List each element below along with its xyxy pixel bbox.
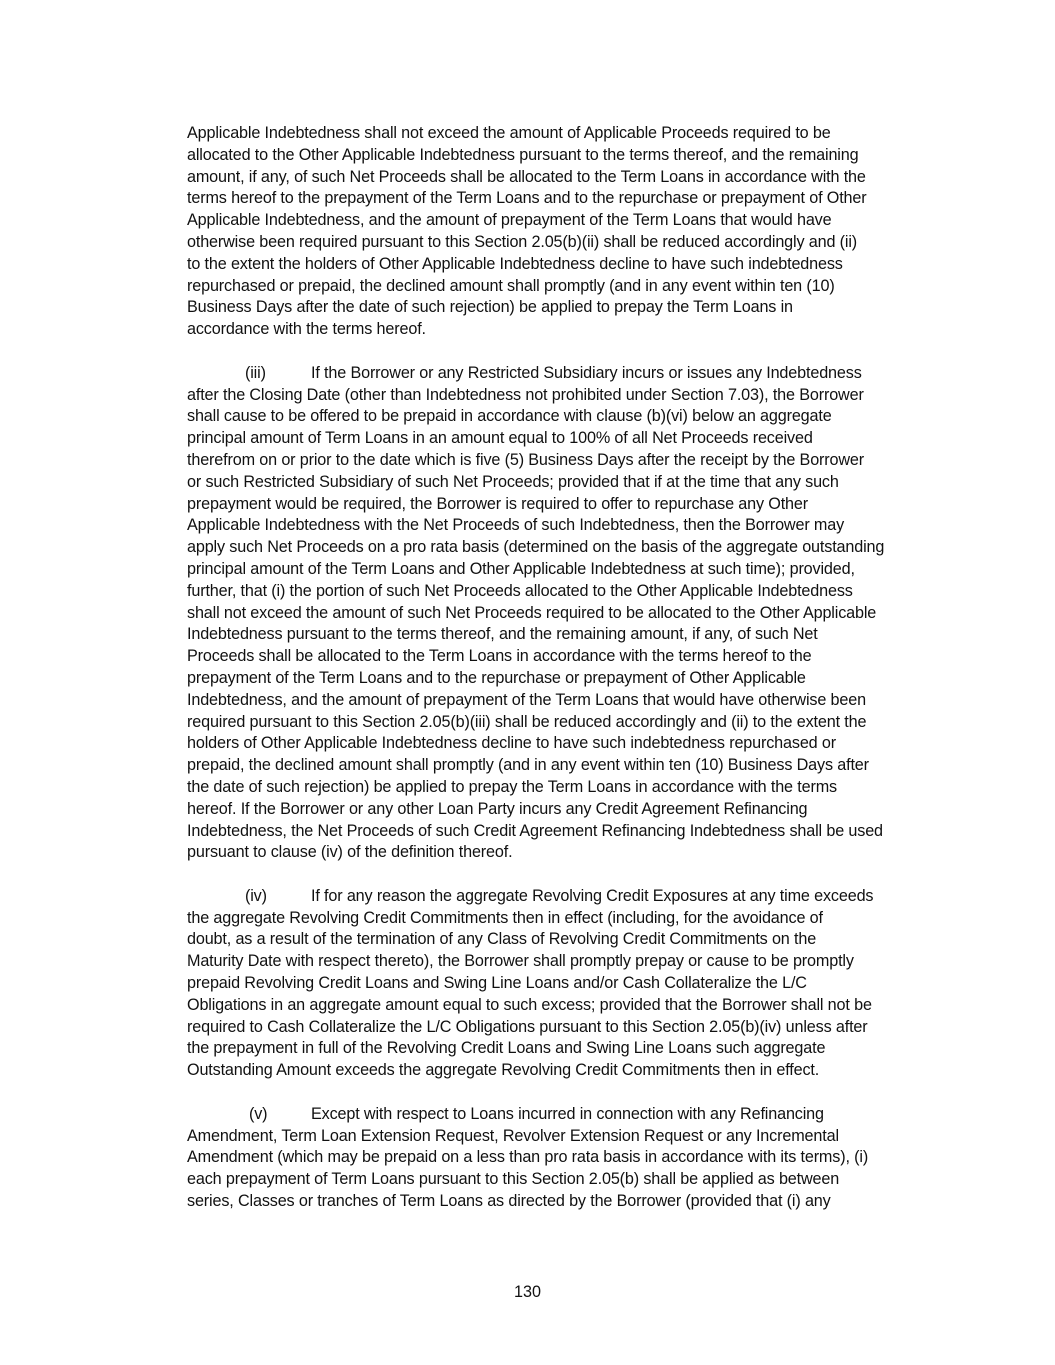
paragraph-clause-v bbox=[187, 1104, 937, 1213]
line-text: each prepayment of Term Loans pursuant to this Section 2.05(b) shall be applied as between bbox=[187, 1170, 840, 1189]
line-text: after the Closing Date (other than Indebtedness not prohibited under Section 7.03), the Borrower bbox=[187, 385, 864, 404]
text-line bbox=[187, 406, 937, 428]
text-line bbox=[187, 1060, 937, 1082]
line-text: If for any reason the aggregate Revolving Credit Exposures at any time exceeds bbox=[311, 886, 874, 905]
line-text: doubt, as a result of the termination of any Class of Revolving Credit Commitments on the bbox=[187, 930, 817, 949]
line-text: Except with respect to Loans incurred in connection with any Refinancing bbox=[311, 1104, 824, 1123]
text-line bbox=[187, 1104, 937, 1126]
text-line bbox=[187, 188, 937, 210]
text-line bbox=[187, 973, 937, 995]
line-text: accordance with the terms hereof. bbox=[187, 320, 426, 339]
text-line bbox=[187, 799, 937, 821]
text-line bbox=[187, 123, 937, 145]
text-line bbox=[187, 1169, 937, 1191]
line-text: the date of such rejection) be applied to prepay the Term Loans in accordance with the terms bbox=[187, 777, 837, 796]
line-text: principal amount of Term Loans in an amount equal to 100% of all Net Proceeds received bbox=[187, 429, 813, 448]
line-text: principal amount of the Term Loans and Other Applicable Indebtedness at such time); provided, bbox=[187, 559, 855, 578]
line-text: shall cause to be offered to be prepaid in accordance with clause (b)(vi) below an aggregate bbox=[187, 407, 832, 426]
line-text: Obligations in an aggregate amount equal to such excess; provided that the Borrower shall not be bbox=[187, 995, 872, 1014]
line-text: Maturity Date with respect thereto), the Borrower shall promptly prepay or cause to be promptly bbox=[187, 952, 854, 971]
clause-number: (v) bbox=[249, 1104, 268, 1123]
clause-number: (iii) bbox=[245, 363, 266, 382]
text-line bbox=[187, 624, 937, 646]
text-line bbox=[187, 515, 937, 537]
line-text: Indebtedness, the Net Proceeds of such Credit Agreement Refinancing Indebtedness shall be used bbox=[187, 821, 883, 840]
text-line bbox=[187, 537, 937, 559]
text-line bbox=[187, 842, 937, 864]
text-line bbox=[187, 472, 937, 494]
line-text: the aggregate Revolving Credit Commitments then in effect (including, for the avoidance of bbox=[187, 908, 823, 927]
line-text: required to Cash Collateralize the L/C Obligations pursuant to this Section 2.05(b)(iv) unless after bbox=[187, 1017, 868, 1036]
line-text: required pursuant to this Section 2.05(b)(iii) shall be reduced accordingly and (ii) to the extent the bbox=[187, 712, 867, 731]
text-line bbox=[187, 755, 937, 777]
line-text: Business Days after the date of such rejection) be applied to prepay the Term Loans in bbox=[187, 298, 793, 317]
text-line bbox=[187, 581, 937, 603]
text-line bbox=[187, 821, 937, 843]
line-text: Applicable Indebtedness shall not exceed the amount of Applicable Proceeds required to be bbox=[187, 124, 831, 142]
text-line bbox=[187, 428, 937, 450]
text-line bbox=[187, 603, 937, 625]
line-text: Indebtedness, and the amount of prepayment of the Term Loans that would have otherwise been bbox=[187, 690, 866, 709]
text-line bbox=[187, 276, 937, 298]
line-text: terms hereof to the prepayment of the Term Loans and to the repurchase or prepayment of Other bbox=[187, 189, 867, 208]
text-line bbox=[187, 929, 937, 951]
text-line bbox=[187, 450, 937, 472]
text-line bbox=[187, 995, 937, 1017]
text-line bbox=[187, 1191, 937, 1213]
line-text: Amendment, Term Loan Extension Request, Revolver Extension Request or any Incremental bbox=[187, 1126, 839, 1145]
line-text: prepaid Revolving Credit Loans and Swing Line Loans and/or Cash Collateralize the L/C bbox=[187, 974, 807, 993]
text-line bbox=[187, 1147, 937, 1169]
text-line bbox=[187, 363, 937, 385]
text-line bbox=[187, 254, 937, 276]
text-line bbox=[187, 908, 937, 930]
text-line bbox=[187, 385, 937, 407]
line-text: holders of Other Applicable Indebtedness decline to have such indebtedness repurchased or bbox=[187, 734, 836, 753]
text-line bbox=[187, 145, 937, 167]
text-line bbox=[187, 690, 937, 712]
text-line bbox=[187, 733, 937, 755]
text-line bbox=[187, 886, 937, 908]
text-line bbox=[187, 559, 937, 581]
text-line bbox=[187, 494, 937, 516]
line-text: series, Classes or tranches of Term Loans as directed by the Borrower (provided that (i) any bbox=[187, 1192, 831, 1211]
line-text: Indebtedness pursuant to the terms thereof, and the remaining amount, if any, of such Net bbox=[187, 625, 818, 644]
line-text: pursuant to clause (iv) of the definition thereof. bbox=[187, 843, 513, 862]
text-line bbox=[187, 712, 937, 734]
line-text: Applicable Indebtedness, and the amount of prepayment of the Term Loans that would have bbox=[187, 211, 832, 230]
line-text: allocated to the Other Applicable Indebtedness pursuant to the terms thereof, and the remaining bbox=[187, 145, 859, 164]
line-text: or such Restricted Subsidiary of such Net Proceeds; provided that if at the time that any such bbox=[187, 472, 839, 491]
line-text: prepayment would be required, the Borrower is required to offer to repurchase any Other bbox=[187, 494, 809, 513]
line-text: to the extent the holders of Other Applicable Indebtedness decline to have such indebtedness bbox=[187, 254, 843, 273]
text-line bbox=[187, 1017, 937, 1039]
text-line bbox=[187, 210, 937, 232]
line-text: Amendment (which may be prepaid on a less than pro rata basis in accordance with its terms), (i) bbox=[187, 1148, 869, 1167]
paragraph-clause-iv bbox=[187, 886, 937, 1082]
document-body bbox=[187, 123, 937, 1235]
line-text: Proceeds shall be allocated to the Term Loans in accordance with the terms hereof to the bbox=[187, 647, 812, 666]
line-text: If the Borrower or any Restricted Subsidiary incurs or issues any Indebtedness bbox=[311, 363, 862, 382]
text-line bbox=[187, 167, 937, 189]
text-line bbox=[187, 232, 937, 254]
line-text: repurchased or prepaid, the declined amount shall promptly (and in any event within ten (10) bbox=[187, 276, 835, 295]
line-text: the prepayment in full of the Revolving Credit Loans and Swing Line Loans such aggregate bbox=[187, 1039, 826, 1058]
paragraph-clause-iii bbox=[187, 363, 937, 864]
line-text: prepayment of the Term Loans and to the repurchase or prepayment of Other Applicable bbox=[187, 668, 806, 687]
text-line bbox=[187, 951, 937, 973]
line-text: Applicable Indebtedness with the Net Proceeds of such Indebtedness, then the Borrower may bbox=[187, 516, 845, 535]
clause-number: (iv) bbox=[245, 886, 267, 905]
line-text: therefrom on or prior to the date which is five (5) Business Days after the receipt by the Borrower bbox=[187, 450, 865, 469]
line-text: shall not exceed the amount of such Net Proceeds required to be allocated to the Other Applicable bbox=[187, 603, 877, 622]
paragraph-continuation bbox=[187, 123, 937, 341]
line-text: apply such Net Proceeds on a pro rata basis (determined on the basis of the aggregate outstanding bbox=[187, 538, 885, 557]
text-line bbox=[187, 1038, 937, 1060]
page-number: 130 bbox=[513, 1283, 541, 1301]
text-line bbox=[187, 777, 937, 799]
line-text: Outstanding Amount exceeds the aggregate Revolving Credit Commitments then in effect. bbox=[187, 1061, 820, 1080]
text-line bbox=[187, 297, 937, 319]
line-text: further, that (i) the portion of such Net Proceeds allocated to the Other Applicable Indebtedness bbox=[187, 581, 853, 600]
text-line bbox=[187, 319, 937, 341]
line-text: amount, if any, of such Net Proceeds shall be allocated to the Term Loans in accordance with the bbox=[187, 167, 866, 186]
text-line bbox=[187, 1126, 937, 1148]
line-text: otherwise been required pursuant to this Section 2.05(b)(ii) shall be reduced accordingly and (ii) bbox=[187, 232, 858, 251]
text-line bbox=[187, 646, 937, 668]
line-text: hereof. If the Borrower or any other Loan Party incurs any Credit Agreement Refinancing bbox=[187, 799, 808, 818]
line-text: prepaid, the declined amount shall promptly (and in any event within ten (10) Business Days after bbox=[187, 756, 869, 775]
text-line bbox=[187, 668, 937, 690]
